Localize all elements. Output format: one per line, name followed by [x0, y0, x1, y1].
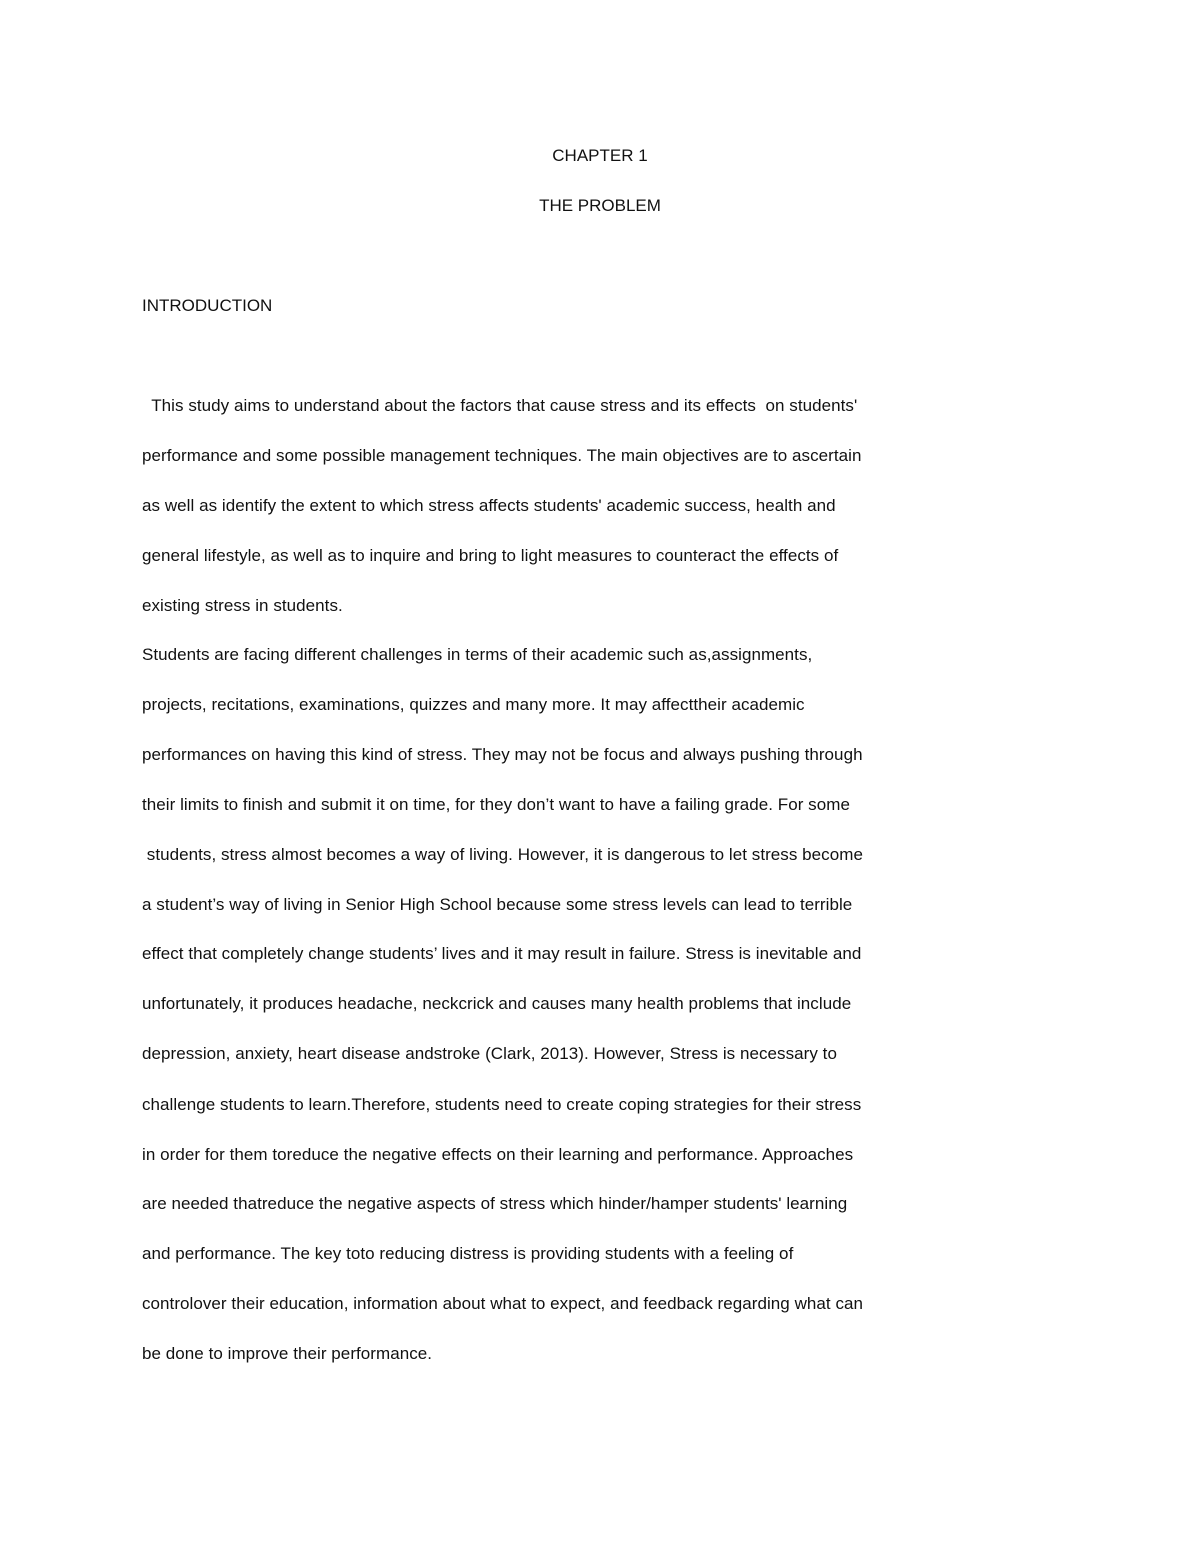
body-line: performance and some possible management techniques. The main objectives are to ascertain — [142, 446, 862, 465]
body-line: a student’s way of living in Senior High School because some stress levels can lead to terrible — [142, 895, 853, 914]
body-line: and performance. The key toto reducing distress is providing students with a feeling of — [142, 1244, 794, 1263]
body-line: Students are facing different challenges in terms of their academic such as,assignments, — [142, 645, 813, 664]
body-line: effect that completely change students’ lives and it may result in failure. Stress is inevitable and — [142, 944, 862, 963]
body-line: their limits to finish and submit it on time, for they don’t want to have a failing grade. For some — [142, 795, 850, 814]
body-line: controlover their education, information about what to expect, and feedback regarding what can — [142, 1294, 864, 1313]
body-line: in order for them toreduce the negative effects on their learning and performance. Approaches — [142, 1145, 854, 1164]
body-line: unfortunately, it produces headache, neckcrick and causes many health problems that include — [142, 994, 852, 1013]
body-line: as well as identify the extent to which stress affects students' academic success, health and — [142, 496, 836, 515]
section-heading: INTRODUCTION — [142, 296, 273, 315]
body-line: This study aims to understand about the factors that cause stress and its effects on students' — [142, 396, 858, 415]
body-line: students, stress almost becomes a way of living. However, it is dangerous to let stress become — [142, 845, 863, 864]
body-line: performances on having this kind of stress. They may not be focus and always pushing through — [142, 745, 863, 764]
body-line: depression, anxiety, heart disease andstroke (Clark, 2013). However, Stress is necessary to — [142, 1044, 837, 1063]
chapter-number: CHAPTER 1 — [552, 146, 648, 165]
body-line: are needed thatreduce the negative aspects of stress which hinder/hamper students' learning — [142, 1194, 848, 1213]
body-line: general lifestyle, as well as to inquire and bring to light measures to counteract the effects of — [142, 546, 839, 565]
body-line: projects, recitations, examinations, quizzes and many more. It may affecttheir academic — [142, 695, 805, 714]
body-line: be done to improve their performance. — [142, 1344, 433, 1363]
body-line: existing stress in students. — [142, 596, 343, 615]
body-line: challenge students to learn.Therefore, students need to create coping strategies for their stress — [142, 1095, 862, 1114]
chapter-title: THE PROBLEM — [539, 196, 661, 215]
